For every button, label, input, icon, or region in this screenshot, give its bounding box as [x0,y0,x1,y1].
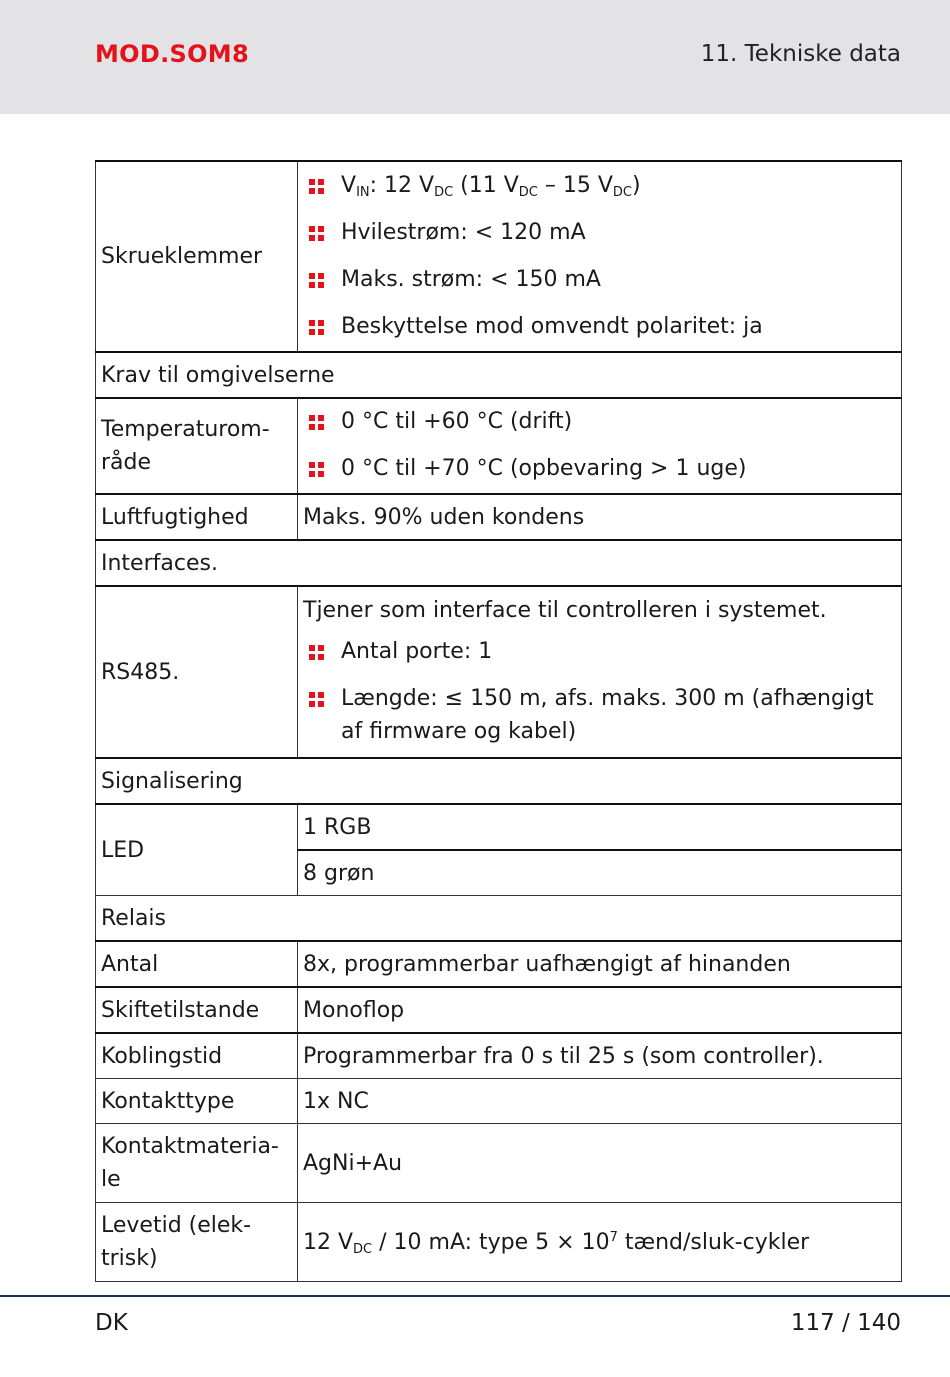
row-label: Antal [96,941,298,987]
table-row [96,896,902,942]
row-label: Levetid (elek-trisk) [96,1203,298,1282]
section-title: 11. Tekniske data [700,41,901,67]
row-label: Temperaturom-råde [96,398,298,494]
row-value: AgNi+Au [298,1124,902,1203]
list-item: Maks. strøm: < 150 mA [303,263,896,296]
table-row [96,1079,902,1124]
page-header [0,0,950,114]
list-item: Antal porte: 1 [303,635,896,668]
table-row [96,494,902,540]
bullet-icon [309,462,324,477]
table-row [96,540,902,586]
list-item: Hvilestrøm: < 120 mA [303,216,896,249]
row-label: Luftfugtighed [96,494,298,540]
row-label: Kontakttype [96,1079,298,1124]
spec-table [95,160,902,1282]
table-row [96,758,902,804]
row-label: Skrueklemmer [96,161,298,352]
bullet-icon [309,226,324,241]
row-value: Maks. 90% uden kondens [298,494,902,540]
row-value [298,161,902,352]
footer-divider [0,1295,950,1297]
bullet-icon [309,692,324,707]
row-label: RS485. [96,586,298,758]
group-heading: Signalisering [96,758,902,804]
table-row [96,1203,902,1282]
row-value: 12 $V_{DC} / 10$ mA: type $5 \times 10^7$ tænd/sluk-cykler [298,1203,902,1282]
bullet-icon [309,645,324,660]
bullet-icon [309,179,324,194]
group-heading: Relais [96,896,902,942]
row-value: 1 RGB [298,804,902,850]
row-label: LED [96,804,298,896]
list-item: 0 °C til +70 °C (opbevaring > 1 uge) [303,452,896,485]
table-row [96,1124,902,1203]
row-label: Skiftetilstande [96,987,298,1033]
row-value [298,398,902,494]
table-row [96,586,902,758]
list-item: $V_{IN}$: 12 $V_{DC}$ (11 $V_{DC} - 15$ $V_{DC}$) [303,169,896,202]
bullet-icon [309,320,324,335]
table-row [96,941,902,987]
row-value: Programmerbar fra 0 s til 25 s (som controller). [298,1033,902,1079]
table-row [96,804,902,850]
row-value: Monoflop [298,987,902,1033]
row-label: Kontaktmateria-le [96,1124,298,1203]
table-row [96,161,902,352]
page-number: 117 / 140 [790,1310,901,1336]
list-item: 0 °C til +60 °C (drift) [303,405,896,438]
row-label: Koblingstid [96,1033,298,1079]
table-row [96,987,902,1033]
table-row [96,352,902,398]
list-item: Beskyttelse mod omvendt polaritet: ja [303,310,896,343]
list-item: Længde: ≤ 150 m, afs. maks. 300 m (afhængigt af firmware og kabel) [303,682,896,748]
row-value: 8 grøn [298,850,902,896]
brand-title: MOD.SOM8 [95,40,249,68]
table-row [96,398,902,494]
row-intro: Tjener som interface til controlleren i systemet. [303,597,827,623]
bullet-icon [309,415,324,430]
footer-language: DK [95,1310,128,1336]
group-heading: Krav til omgivelserne [96,352,902,398]
row-value: 1x NC [298,1079,902,1124]
row-value: 8x, programmerbar uafhængigt af hinanden [298,941,902,987]
group-heading: Interfaces. [96,540,902,586]
row-value [298,586,902,758]
table-row [96,1033,902,1079]
bullet-icon [309,273,324,288]
